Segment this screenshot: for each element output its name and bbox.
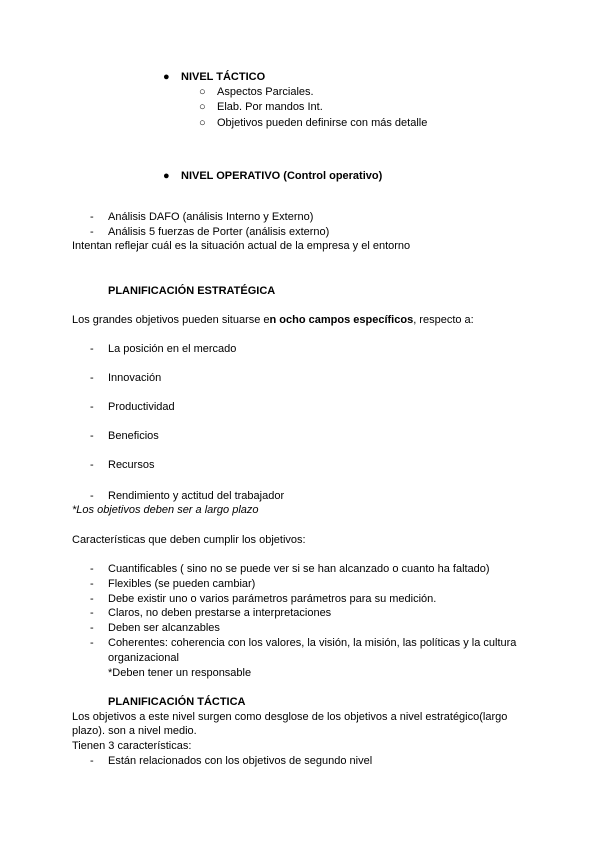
strategic-field: Productividad: [108, 401, 175, 413]
circle-marker: ○: [199, 86, 206, 98]
strategic-intro-pre: Los grandes objetivos pueden situarse e: [72, 314, 270, 326]
dash-marker: -: [90, 637, 94, 649]
dash-marker: -: [90, 563, 94, 575]
analysis-item: Análisis DAFO (análisis Interno y Externo): [108, 211, 314, 223]
circle-marker: ○: [199, 101, 206, 113]
dash-marker: -: [90, 430, 94, 442]
dash-marker: -: [90, 490, 94, 502]
dash-marker: -: [90, 459, 94, 471]
characteristics-intro: Características que deben cumplir los objetivos:: [72, 534, 306, 546]
characteristic-continuation: organizacional: [108, 652, 179, 664]
characteristic-extra: *Deben tener un responsable: [108, 667, 252, 679]
dash-marker: -: [90, 755, 94, 767]
strategic-field: Recursos: [108, 459, 155, 471]
tactical-item: Aspectos Parciales.: [217, 86, 314, 98]
strategic-field: Innovación: [108, 372, 162, 384]
strategic-intro-post: , respecto a:: [413, 314, 474, 326]
characteristic-item: Claros, no deben prestarse a interpretaciones: [108, 607, 332, 619]
characteristic-item: Cuantificables ( sino no se puede ver si se han alcanzado o cuanto ha faltado): [108, 563, 490, 575]
tactical-planning-intro: Tienen 3 características:: [72, 740, 192, 752]
strategic-note: *Los objetivos deben ser a largo plazo: [72, 504, 259, 516]
strategic-field: La posición en el mercado: [108, 343, 237, 355]
dash-marker: -: [90, 343, 94, 355]
characteristic-item: Debe existir uno o varios parámetros parámetros para su medición.: [108, 593, 437, 605]
dash-marker: -: [90, 622, 94, 634]
dash-marker: -: [90, 593, 94, 605]
dash-marker: -: [90, 401, 94, 413]
tactical-item: Elab. Por mandos Int.: [217, 101, 323, 113]
characteristic-item: Deben ser alcanzables: [108, 622, 220, 634]
strategic-field: Rendimiento y actitud del trabajador: [108, 490, 285, 502]
dash-marker: -: [90, 226, 94, 238]
tactical-heading: NIVEL TÁCTICO: [181, 71, 266, 83]
tactical-item: Objetivos pueden definirse con más detalle: [217, 117, 428, 129]
tactical-planning-heading: PLANIFICACIÓN TÁCTICA: [108, 696, 246, 708]
analysis-note: Intentan reflejar cuál es la situación actual de la empresa y el entorno: [72, 240, 411, 252]
analysis-item: Análisis 5 fuerzas de Porter (análisis externo): [108, 226, 330, 238]
dash-marker: -: [90, 578, 94, 590]
bullet-marker: ●: [163, 170, 170, 182]
strategic-intro-bold: n ocho campos específicos: [269, 314, 414, 326]
strategic-intro: [72, 313, 474, 328]
dash-marker: -: [90, 607, 94, 619]
characteristic-item: Coherentes: coherencia con los valores, la visión, la misión, las políticas y la cultura: [108, 637, 517, 649]
strategic-field: Beneficios: [108, 430, 159, 442]
dash-marker: -: [90, 372, 94, 384]
strategic-heading: PLANIFICACIÓN ESTRATÉGICA: [108, 285, 276, 297]
circle-marker: ○: [199, 117, 206, 129]
tactical-planning-paragraph: plazo). son a nivel medio.: [72, 725, 197, 737]
characteristic-item: Flexibles (se pueden cambiar): [108, 578, 256, 590]
dash-marker: -: [90, 211, 94, 223]
bullet-marker: ●: [163, 71, 170, 83]
operative-heading: NIVEL OPERATIVO (Control operativo): [181, 170, 383, 182]
tactical-planning-item: Están relacionados con los objetivos de segundo nivel: [108, 755, 373, 767]
tactical-planning-paragraph: Los objetivos a este nivel surgen como desglose de los objetivos a nivel estratégico(largo: [72, 711, 508, 723]
